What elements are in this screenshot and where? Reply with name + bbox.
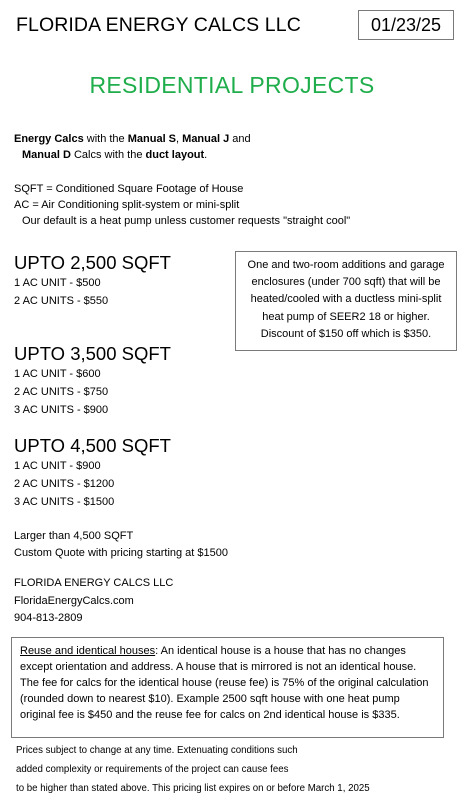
tier-4500 <box>14 435 171 511</box>
tier-item: 1 AC UNIT - $900 <box>14 460 101 472</box>
contact-block <box>14 575 173 628</box>
definition-sqft: SQFT = Conditioned Square Footage of House <box>14 183 244 195</box>
tier-title: UPTO 4,500 SQFT <box>14 435 171 456</box>
tier-item: 2 AC UNITS - $1200 <box>14 478 115 490</box>
definition-default: Our default is a heat pump unless customer requests "straight cool" <box>22 215 351 227</box>
company-title: FLORIDA ENERGY CALCS LLC <box>16 14 301 36</box>
larger-line: Larger than 4,500 SQFT <box>14 530 134 542</box>
intro-text <box>14 131 344 163</box>
contact-website[interactable]: FloridaEnergyCalcs.com <box>14 594 134 607</box>
prices-note-line: to be higher than stated above. This pricing list expires on or before March 1, 2025 <box>16 783 370 794</box>
intro-manual-j: Manual J <box>182 133 230 145</box>
addition-note-box: One and two-room additions and garage enclosures (under 700 sqft) that will be heated/cooled with a ductless mini-split heat pump of SEER2 18 or higher. Discount of $150 off which is $350. <box>235 251 457 351</box>
larger-than-4500 <box>14 528 228 562</box>
intro-duct-layout: duct layout <box>145 149 205 161</box>
intro-energy-calcs: Energy Calcs <box>14 133 84 145</box>
date-box: 01/23/25 <box>358 10 454 40</box>
definition-ac: AC = Air Conditioning split-system or mini-split <box>14 199 240 211</box>
contact-phone[interactable]: 904-813-2809 <box>14 612 83 624</box>
tier-item: 3 AC UNITS - $1500 <box>14 496 115 508</box>
tier-item: 2 AC UNITS - $750 <box>14 386 109 398</box>
intro-text-part: , <box>176 133 183 145</box>
intro-manual-s: Manual S <box>127 133 177 145</box>
intro-manual-d: Manual D <box>22 149 71 161</box>
definitions <box>14 181 434 229</box>
tier-2500 <box>14 252 171 310</box>
intro-text-part: and <box>229 133 251 145</box>
reuse-body: : An identical house is a house that has no changes except orientation and address. A house that is mirrored is not an identical house. The fee for calcs for the identical house (reuse fee) is 75% of the original calculation (rounded down to nearest $10). Example 2500 sqft house with one heat pump original fee is $450 and the reuse fee for calcs on 2nd identical house is $335. <box>20 645 429 721</box>
tier-3500 <box>14 343 171 419</box>
prices-note-line: added complexity or requirements of the project can cause fees <box>16 764 289 775</box>
tier-item: 1 AC UNIT - $500 <box>14 277 101 289</box>
contact-company: FLORIDA ENERGY CALCS LLC <box>14 577 174 589</box>
prices-note-line: Prices subject to change at any time. Extenuating conditions such <box>16 745 298 756</box>
intro-text-part: Calcs with the <box>70 149 146 161</box>
intro-text-part: with the <box>83 133 128 145</box>
reuse-title: Reuse and identical houses <box>20 645 156 657</box>
tier-item: 2 AC UNITS - $550 <box>14 295 109 307</box>
tier-item: 3 AC UNITS - $900 <box>14 404 109 416</box>
custom-quote-line: Custom Quote with pricing starting at $1500 <box>14 547 229 559</box>
tier-title: UPTO 2,500 SQFT <box>14 252 171 273</box>
reuse-policy-box <box>11 637 444 738</box>
intro-text-part: . <box>204 149 208 161</box>
tier-item: 1 AC UNIT - $600 <box>14 368 101 380</box>
page-heading: RESIDENTIAL PROJECTS <box>89 72 375 98</box>
tier-title: UPTO 3,500 SQFT <box>14 343 171 364</box>
prices-note <box>16 741 370 798</box>
